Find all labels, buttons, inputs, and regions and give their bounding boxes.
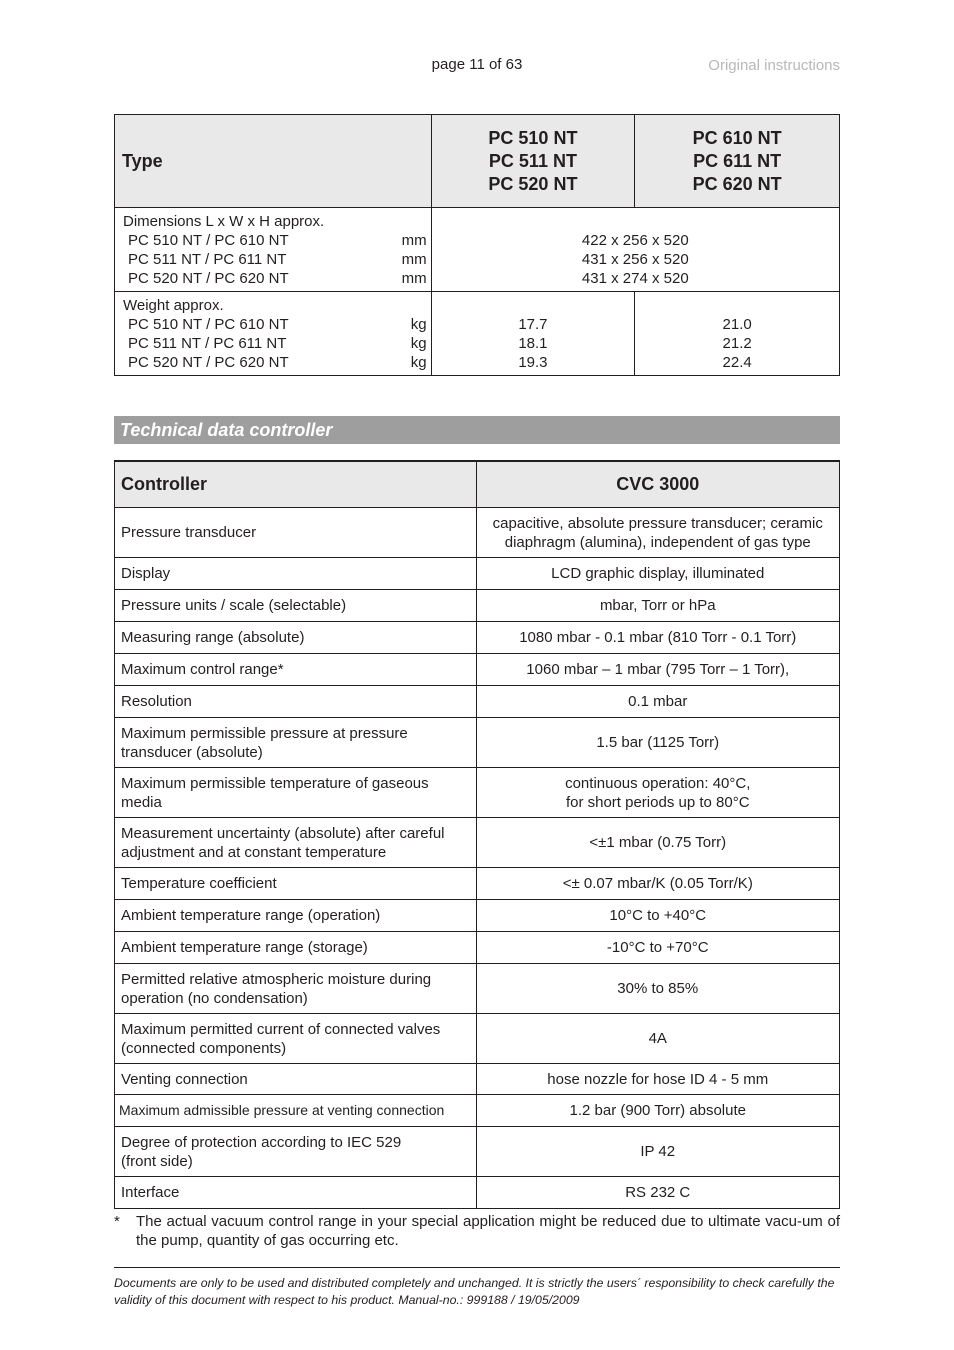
row-value: 1060 mbar – 1 mbar (795 Torr – 1 Torr), — [476, 654, 840, 686]
dimensions-weight-table — [114, 114, 840, 376]
weight-values-a: 17.7 18.1 19.3 — [431, 292, 635, 376]
row-label: Ambient temperature range (storage) — [115, 932, 477, 964]
table-row — [115, 1014, 840, 1064]
table-row — [115, 718, 840, 768]
row-value: 10°C to +40°C — [476, 900, 840, 932]
table-row — [115, 1177, 840, 1209]
row-value: <± 0.07 mbar/K (0.05 Torr/K) — [476, 868, 840, 900]
row-label: Maximum admissible pressure at venting connection — [115, 1095, 477, 1127]
table-row — [115, 768, 840, 818]
row-label: Venting connection — [115, 1064, 477, 1095]
row-value: RS 232 C — [476, 1177, 840, 1209]
footer-divider — [114, 1267, 840, 1268]
row-label: Maximum permissible pressure at pressure transducer (absolute) — [115, 718, 477, 768]
table-row — [115, 654, 840, 686]
row-label: Resolution — [115, 686, 477, 718]
row-value: IP 42 — [476, 1127, 840, 1177]
controller-header: Controller — [115, 461, 477, 508]
row-label: Pressure transducer — [115, 508, 477, 558]
row-label: Measurement uncertainty (absolute) after careful adjustment and at constant temperature — [115, 818, 477, 868]
row-label: Ambient temperature range (operation) — [115, 900, 477, 932]
table-row — [115, 964, 840, 1014]
dimensions-values: 422 x 256 x 520 431 x 256 x 520 431 x 274 x 520 — [431, 208, 839, 292]
model-group-b: PC 610 NT PC 611 NT PC 620 NT — [635, 115, 840, 208]
table-row — [115, 1095, 840, 1127]
row-label: Maximum permissible temperature of gaseous media — [115, 768, 477, 818]
row-value: -10°C to +70°C — [476, 932, 840, 964]
table-row — [115, 932, 840, 964]
dimensions-row — [115, 208, 840, 292]
document-label: Original instructions — [708, 57, 840, 74]
table-row — [115, 622, 840, 654]
row-label: Display — [115, 558, 477, 590]
row-value: continuous operation: 40°C, for short periods up to 80°C — [476, 768, 840, 818]
row-value: 0.1 mbar — [476, 686, 840, 718]
controller-table — [114, 460, 840, 1209]
footnote-mark: * — [114, 1213, 120, 1230]
table-row — [115, 818, 840, 868]
row-label: Temperature coefficient — [115, 868, 477, 900]
table-row — [115, 1064, 840, 1095]
footer-disclaimer: Documents are only to be used and distributed completely and unchanged. It is strictly the users´ responsibility to check carefully the validity of this document with respect to his product. Manual-no.: 999188 / 19/05/2009 — [114, 1276, 835, 1307]
table-row — [115, 686, 840, 718]
row-label: Measuring range (absolute) — [115, 622, 477, 654]
section-heading: Technical data controller — [114, 416, 840, 444]
table-row — [115, 868, 840, 900]
row-value: <±1 mbar (0.75 Torr) — [476, 818, 840, 868]
row-value: LCD graphic display, illuminated — [476, 558, 840, 590]
page-number: page 11 of 63 — [431, 56, 523, 73]
row-value: 1080 mbar - 0.1 mbar (810 Torr - 0.1 Torr) — [476, 622, 840, 654]
row-label: Degree of protection according to IEC 529 (front side) — [115, 1127, 477, 1177]
weight-row — [115, 292, 840, 376]
row-label: Permitted relative atmospheric moisture during operation (no condensation) — [115, 964, 477, 1014]
row-label: Maximum control range* — [115, 654, 477, 686]
table-row — [115, 508, 840, 558]
row-value: 4A — [476, 1014, 840, 1064]
type-header: Type — [115, 115, 432, 208]
footnote-text: The actual vacuum control range in your special application might be reduced due to ultimate vacu-um of the pump, quantity of gas occurring etc. — [136, 1213, 840, 1249]
row-value: 1.5 bar (1125 Torr) — [476, 718, 840, 768]
row-value: 30% to 85% — [476, 964, 840, 1014]
row-value: mbar, Torr or hPa — [476, 590, 840, 622]
table-row — [115, 590, 840, 622]
model-group-a: PC 510 NT PC 511 NT PC 520 NT — [431, 115, 635, 208]
table-header-row — [115, 461, 840, 508]
row-value: hose nozzle for hose ID 4 - 5 mm — [476, 1064, 840, 1095]
table-row — [115, 1127, 840, 1177]
table-row — [115, 900, 840, 932]
weight-labels: Weight approx. PC 510 NT / PC 610 NT kg PC 511 NT / PC 611 NT kg PC 520 NT / PC 620 NT kg — [115, 292, 432, 376]
footnote — [114, 1212, 840, 1250]
row-label: Pressure units / scale (selectable) — [115, 590, 477, 622]
weight-values-b: 21.0 21.2 22.4 — [635, 292, 840, 376]
row-label: Maximum permitted current of connected valves (connected components) — [115, 1014, 477, 1064]
table-header-row — [115, 115, 840, 208]
table-row — [115, 558, 840, 590]
row-label: Interface — [115, 1177, 477, 1209]
row-value: capacitive, absolute pressure transducer; ceramic diaphragm (alumina), independent of gas type — [476, 508, 840, 558]
cvc-header: CVC 3000 — [476, 461, 840, 508]
dimensions-labels: Dimensions L x W x H approx. PC 510 NT / PC 610 NT mm PC 511 NT / PC 611 NT mm PC 520 NT / PC 620 NT mm — [115, 208, 432, 292]
row-value: 1.2 bar (900 Torr) absolute — [476, 1095, 840, 1127]
